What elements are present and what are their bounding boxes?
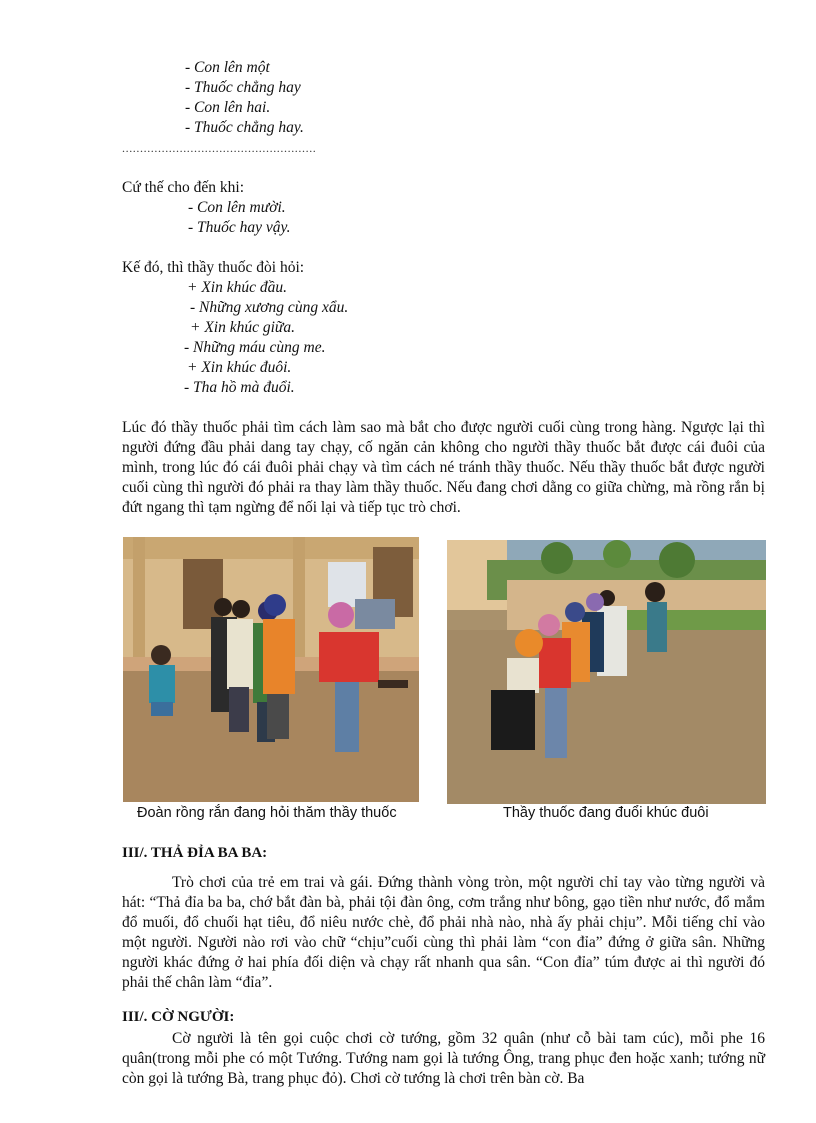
photo-right-illustration <box>447 540 766 804</box>
section-4-body: Cờ người là tên gọi cuộc chơi cờ tướng, gồm 32 quân (như cỗ bài tam cúc), mỗi phe 16 quân(trong mỗi phe có một Tướng. Tướng nam gọi là tướng Ông, trang phục đen hoặc xanh; tướng nữ còn gọi là tướng Bà, trang phục đỏ). Chơi cờ tướng là chơi trên bàn cờ. Ba <box>122 1030 765 1087</box>
verse3-line-2: - Những xương cùng xẩu. <box>190 299 349 316</box>
verse3-line-3: + Xin khúc giữa. <box>190 319 296 336</box>
section-3-body: Trò chơi của trẻ em trai và gái. Đứng thành vòng tròn, một người chỉ tay vào từng người và hát: “Thả đỉa ba ba, chớ bắt đàn bà, phải tội đàn ông, cơm trắng như bông, gạo tiền như nước, đổ mắm đổ muối, đổ chuối hạt tiêu, đổ niêu nước chè, đổ phải nhà nào, nhà ấy phải chịu”. Mỗi tiếng chỉ vào một người. Người nào rơi vào chữ “chịu”cuối cùng thì phải làm “con đỉa” đứng ở giữa sân. Những người khác đứng ở hai phía đối diện và chạy rất nhanh qua sân. “Con đỉa” túm được ai thì người đó phải thế chân làm “đỉa”. <box>122 874 765 991</box>
verse1-line-1: - Con lên một <box>185 59 270 76</box>
verse1-line-2: - Thuốc chẳng hay <box>185 79 301 96</box>
verse1-line-3: - Con lên hai. <box>185 99 271 116</box>
verse2-line-2: - Thuốc hay vậy. <box>188 219 291 236</box>
photo-dragon-snake-asking <box>123 537 419 802</box>
caption-right-photo: Thầy thuốc đang đuổi khúc đuôi <box>503 805 709 821</box>
caption-left-photo: Đoàn rồng rắn đang hỏi thăm thầy thuốc <box>137 805 397 821</box>
intro-2: Cứ thế cho đến khi: <box>122 179 245 196</box>
verse3-line-6: - Tha hồ mà đuổi. <box>184 379 295 396</box>
section-4-title: III/. CỜ NGƯỜI: <box>122 1009 235 1025</box>
dotted-separator: ...................................................... <box>122 141 317 155</box>
verse1-line-4: - Thuốc chẳng hay. <box>185 119 304 136</box>
intro-3: Kế đó, thì thầy thuốc đòi hỏi: <box>122 259 305 276</box>
verse3-line-5: + Xin khúc đuôi. <box>187 359 292 376</box>
verse3-line-1: + Xin khúc đầu. <box>187 279 287 296</box>
photo-left-illustration <box>123 537 419 802</box>
verse2-line-1: - Con lên mười. <box>188 199 286 216</box>
photo-doctor-chasing-tail <box>447 540 766 804</box>
paragraph-rules: Lúc đó thầy thuốc phải tìm cách làm sao mà bắt cho được người cuối cùng trong hàng. Ngược lại thì người đứng đầu phải dang tay chạy, cố ngăn cản không cho người thầy thuốc bắt được cái đuôi của mình, trong lúc đó cái đuôi phải chạy và tìm cách né tránh thầy thuốc. Nếu thầy thuốc bắt được người cuối cùng thì người đó phải ra thay làm thầy thuốc. Nếu đang chơi dằng co giữa chừng, mà rồng rắn bị đứt ngang thì tạm ngừng để nối lại và tiếp tục trò chơi. <box>122 419 765 516</box>
section-3-title: III/. THẢ ĐỈA BA BA: <box>122 845 268 861</box>
verse3-line-4: - Những máu cùng me. <box>184 339 326 356</box>
